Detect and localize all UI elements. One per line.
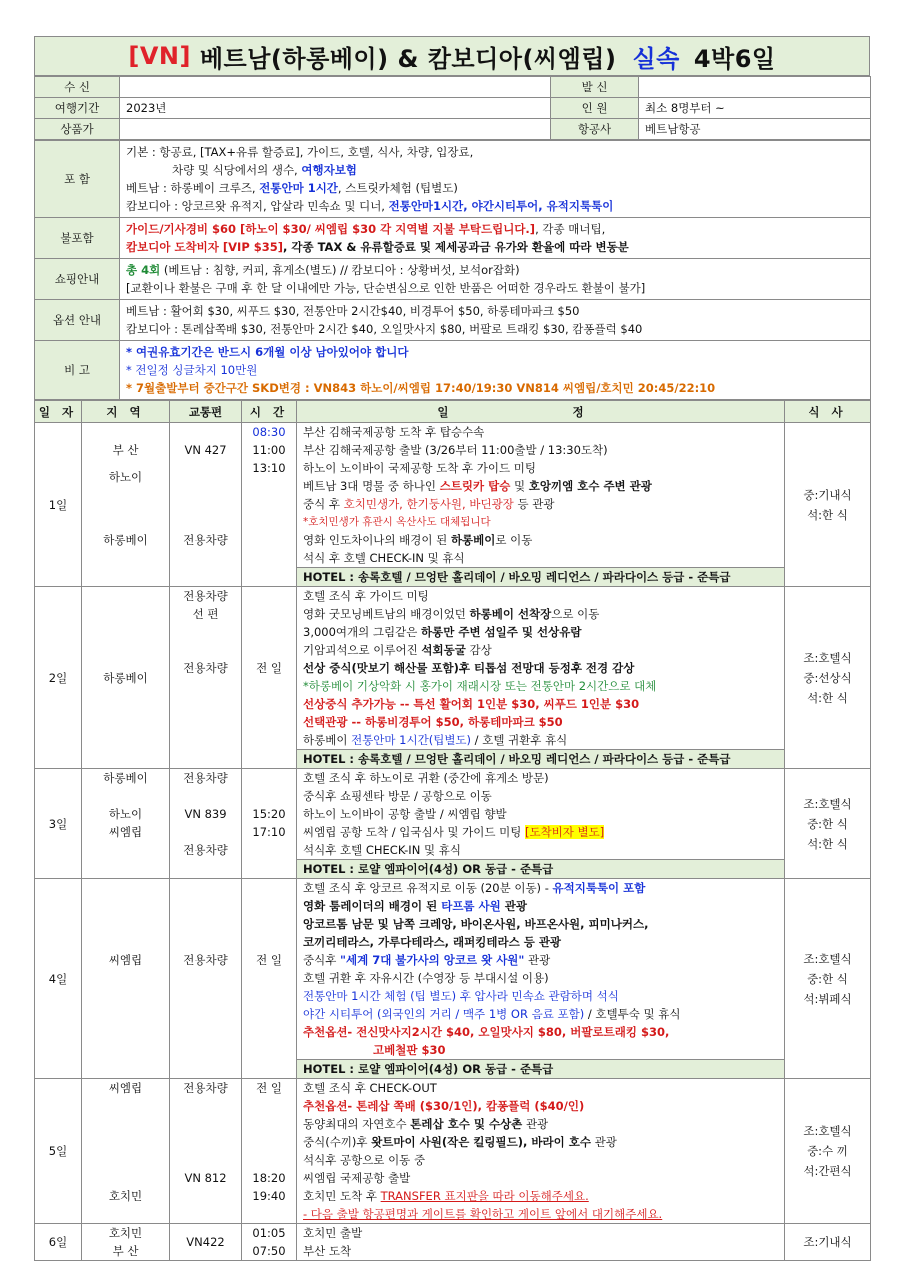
header-transport: 교통편 (170, 401, 242, 423)
receive-value (120, 77, 551, 98)
day3-row (35, 769, 871, 860)
day4-transport: 전용차량 (170, 879, 242, 1079)
schedule-header-row (35, 401, 871, 423)
day2-label: 2일 (35, 587, 82, 769)
day1-row (35, 423, 871, 568)
title-prefix: [VN] (128, 42, 191, 70)
day5-region: 씨엠립 호치민 (82, 1079, 170, 1224)
product-value (120, 119, 551, 140)
day3-hotel: HOTEL : 로얄 엠파이어(4성) OR 동급 - 준특급 (297, 860, 785, 879)
title-duration: 4박6일 (693, 44, 776, 73)
notes-row (35, 341, 871, 400)
options-row (35, 300, 871, 341)
day5-row (35, 1079, 871, 1224)
day5-label: 5일 (35, 1079, 82, 1224)
period-label: 여행기간 (35, 98, 120, 119)
details-table (34, 140, 871, 400)
info-row-recipient (35, 77, 871, 98)
include-row (35, 141, 871, 218)
title-highlight: 실속 (632, 44, 680, 73)
include-line: 베트남 : 하롱베이 크루즈, 전통안마 1시간, 스트릿카체험 (팁별도) (126, 181, 458, 195)
exclude-row (35, 218, 871, 259)
day5-itinerary: 호텔 조식 후 CHECK-OUT 추천옵션- 톤레삽 쪽배 ($30/1인), 캄퐁플럭 ($40/인) 동양최대의 자연호수 톤레삽 호수 및 수상촌 관광 중식(수끼)후 왓트마이 사원(작은 킬링필드), 바라이 호수 관광 석식후 공항으로 이동 중 씨엠립 국제공항 출발 호치민 도착 후 TRANSFER 표지판을 따라 이동해주세요. - 다음 출발 항공편명과 게이트를 확인하고 게이트 앞에서 대기해주세요. (297, 1079, 785, 1224)
day2-hotel: HOTEL : 송록호텔 / 므엉탄 홀리데이 / 바오밍 레디언스 / 파라다이스 등급 - 준특급 (297, 750, 785, 769)
day4-time: 전 일 (242, 879, 297, 1079)
day2-itinerary: 호텔 조식 후 가이드 미팅 영화 굿모닝베트남의 배경이었던 하롱베이 선착장으로 이동 3,000여개의 그림같은 하롱만 주변 섬일주 및 선상유람 기암괴석으로 이루어진 석회동굴 감상 선상 중식(맛보기 해산물 포함)후 티톱섬 전망대 등정후 전경 감상 *하롱베이 기상악화 시 홍가이 재래시장 또는 전통안마 2시간으로 대체 선상중식 추가가능 -- 특선 활어회 1인분 $30, 씨푸드 1인분 $30 선택관광 -- 하롱비경투어 $50, 하롱테마파크 $50 하롱베이 전통안마 1시간(팁별도) / 호텔 귀환후 휴식 (297, 587, 785, 750)
include-label: 포 함 (35, 141, 120, 218)
people-value: 최소 8명부터 ~ (639, 98, 871, 119)
receive-label: 수 신 (35, 77, 120, 98)
info-row-product (35, 119, 871, 140)
airline-value: 베트남항공 (639, 119, 871, 140)
day2-row (35, 587, 871, 750)
day4-label: 4일 (35, 879, 82, 1079)
document-title (34, 36, 870, 76)
header-meal: 식 사 (785, 401, 871, 423)
day4-row (35, 879, 871, 1060)
day4-itinerary: 호텔 조식 후 앙코르 유적지로 이동 (20분 이동) - 유적지툭툭이 포함 영화 툼레이더의 배경이 된 타프롬 사원 관광 앙코르톰 남문 및 남쪽 크레앙, 바이온사원, 바프온사원, 피미나커스, 코끼리테라스, 가루다테라스, 래퍼킹테라스 등 관광 중식후 "세계 7대 불가사의 앙코르 왓 사원" 관광 호텔 귀환 후 자유시간 (수영장 등 부대시설 이용) 전통안마 1시간 체험 (팁 별도) 후 압사라 민속쇼 관람하며 석식 야간 시티투어 (외국인의 거리 / 맥주 1병 OR 음료 포함) / 호텔투숙 및 휴식 추천옵션- 전신맛사지2시간 $40, 오일맛사지 $80, 버팔로트래킹 $30, 고베철판 $30 (297, 879, 785, 1060)
shopping-row (35, 259, 871, 300)
options-content (120, 300, 871, 341)
exclude-content (120, 218, 871, 259)
day1-hotel: HOTEL : 송록호텔 / 므엉탄 홀리데이 / 바오밍 레디언스 / 파라다이스 등급 - 준특급 (297, 568, 785, 587)
day2-meal: 조:호텔식 중:선상식 석:한 식 (785, 587, 871, 769)
day5-time: 전 일 18:20 19:40 (242, 1079, 297, 1224)
day5-meal: 조:호텔식 중:수 끼 석:간편식 (785, 1079, 871, 1224)
notes-line: * 전일정 싱글차지 10만원 (126, 363, 258, 377)
header-region: 지 역 (82, 401, 170, 423)
day4-hotel: HOTEL : 로얄 엠파이어(4성) OR 동급 - 준특급 (297, 1060, 785, 1079)
day3-transport: 전용차량 VN 839 전용차량 (170, 769, 242, 879)
day6-transport: VN422 (170, 1224, 242, 1261)
notes-line: * 여권유효기간은 반드시 6개월 이상 남아있어야 합니다 (126, 345, 409, 359)
day1-meal: 중:기내식 석:한 식 (785, 423, 871, 587)
title-main: 베트남(하롱베이) & 캄보디아(씨엠립) (199, 44, 617, 73)
day2-region: 하롱베이 (82, 587, 170, 769)
day3-region: 하롱베이 하노이 씨엠립 (82, 769, 170, 879)
notes-line: * 7월출발부터 중간구간 SKD변경 : VN843 하노이/씨엠립 17:40/19:30 VN814 씨엠립/호치민 20:45/22:10 (126, 381, 716, 395)
include-content (120, 141, 871, 218)
shopping-content (120, 259, 871, 300)
send-value (639, 77, 871, 98)
include-line: 차량 및 식당에서의 생수, 여행자보험 (172, 163, 357, 177)
day3-itinerary: 호텔 조식 후 하노이로 귀환 (중간에 휴게소 방문) 중식후 쇼핑센타 방문 / 공항으로 이동 하노이 노이바이 공항 출발 / 씨엠립 향발 씨엠립 공항 도착 / 입국심사 및 가이드 미팅 [도착비자 별도] 석식후 호텔 CHECK-IN 및 휴식 (297, 769, 785, 860)
day1-region: 부 산 하노이 하롱베이 (82, 423, 170, 587)
day5-transport: 전용차량 VN 812 (170, 1079, 242, 1224)
day3-time: 15:20 17:10 (242, 769, 297, 879)
exclude-line: 가이드/기사경비 $60 [하노이 $30/ 씨엠립 $30 각 지역별 지불 부탁드립니다.], 각종 매너팁, (126, 222, 606, 236)
day4-region: 씨엠립 (82, 879, 170, 1079)
day6-region: 호치민 부 산 (82, 1224, 170, 1261)
day6-meal: 조:기내식 (785, 1224, 871, 1261)
options-line: 베트남 : 활어회 $30, 씨푸드 $30, 전통안마 2시간$40, 비경투어 $50, 하롱테마파크 $50 (126, 304, 580, 318)
people-label: 인 원 (551, 98, 639, 119)
notes-label: 비 고 (35, 341, 120, 400)
day6-row (35, 1224, 871, 1261)
day2-time: 전 일 (242, 587, 297, 769)
day1-itinerary: 부산 김해국제공항 도착 후 탑승수속 부산 김해국제공항 출발 (3/26부터 11:00출발 / 13:30도착) 하노이 노이바이 국제공항 도착 후 가이드 미팅 베트남 3대 명물 중 하나인 스트릿카 탑승 및 호앙끼엠 호수 주변 관광 중식 후 호치민생가, 한기둥사원, 바딘광장 등 관광 *호치민생가 휴관시 옥산사도 대체됩니다 영화 인도차이나의 배경이 된 하롱베이로 이동 석식 후 호텔 CHECK-IN 및 휴식 (297, 423, 785, 568)
header-time: 시 간 (242, 401, 297, 423)
day2-transport: 전용차량 선 편 전용차량 (170, 587, 242, 769)
info-row-period (35, 98, 871, 119)
notes-content (120, 341, 871, 400)
shopping-line: 총 4회 (베트남 : 침향, 커피, 휴게소(별도) // 캄보디아 : 상황버섯, 보석or잡화) (126, 263, 520, 277)
product-label: 상품가 (35, 119, 120, 140)
shopping-line: [교환이나 환불은 구매 후 한 달 이내에만 가능, 단순변심으로 인한 반품은 어떠한 경우라도 환불이 불가] (126, 281, 646, 295)
day3-label: 3일 (35, 769, 82, 879)
period-value: 2023년 (120, 98, 551, 119)
day4-meal: 조:호텔식 중:한 식 석:뷔페식 (785, 879, 871, 1079)
day6-itinerary: 호치민 출발 부산 도착 (297, 1224, 785, 1261)
shopping-label: 쇼핑안내 (35, 259, 120, 300)
day3-meal: 조:호텔식 중:한 식 석:한 식 (785, 769, 871, 879)
day1-transport: VN 427 전용차량 (170, 423, 242, 587)
exclude-label: 불포함 (35, 218, 120, 259)
include-line: 기본 : 항공료, [TAX+유류 할증료], 가이드, 호텔, 식사, 차량, 입장료, (126, 145, 474, 159)
options-label: 옵션 안내 (35, 300, 120, 341)
send-label: 발 신 (551, 77, 639, 98)
day1-label: 1일 (35, 423, 82, 587)
airline-label: 항공사 (551, 119, 639, 140)
info-table (34, 76, 871, 140)
include-line: 캄보디아 : 앙코르왓 유적지, 압살라 민속쇼 및 디너, 전통안마1시간, 야간시티투어, 유적지툭툭이 (126, 199, 614, 213)
exclude-line: 캄보디아 도착비자 [VIP $35], 각종 TAX & 유류할증료 및 제세공과금 유가와 환율에 따라 변동분 (126, 240, 629, 254)
options-line: 캄보디아 : 톤레삽쪽배 $30, 전통안마 2시간 $40, 오일맛사지 $80, 버팔로 트래킹 $30, 캄퐁플럭 $40 (126, 322, 643, 336)
day6-label: 6일 (35, 1224, 82, 1261)
itinerary-document (34, 36, 870, 1261)
header-day: 일 자 (35, 401, 82, 423)
day1-time: 08:30 11:00 13:10 (242, 423, 297, 587)
day6-time: 01:05 07:50 (242, 1224, 297, 1261)
schedule-table (34, 400, 871, 1261)
header-itinerary: 일 정 (297, 401, 785, 423)
